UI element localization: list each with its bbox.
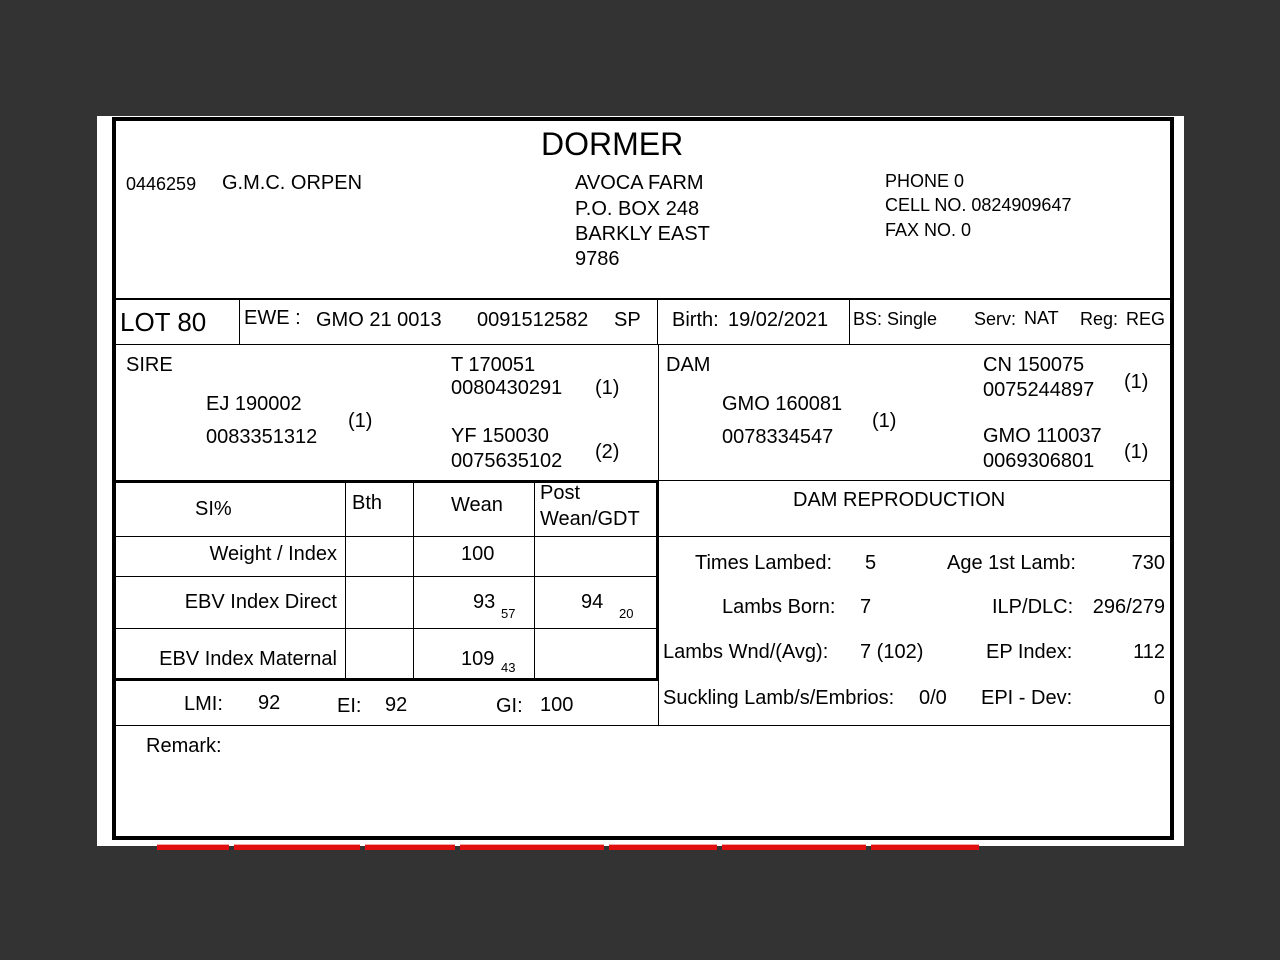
dam-id: GMO 160081 (722, 393, 843, 415)
sire-number: 0083351312 (206, 426, 318, 448)
lambs-weaned-label: Lambs Wnd/(Avg): (663, 641, 829, 663)
border-right (1170, 117, 1174, 838)
divider-birth (849, 299, 850, 344)
lambs-born-label: Lambs Born: (722, 596, 836, 618)
sire-dam-count: (2) (595, 441, 620, 463)
birth-label: Birth: (672, 309, 719, 331)
row-direct-post-sub: 20 (619, 606, 634, 621)
dam-dam-count: (1) (1124, 441, 1149, 463)
sire-dam-number: 0075635102 (451, 450, 563, 472)
pedigree-certificate (97, 116, 1184, 854)
times-lambed-value: 5 (865, 552, 877, 574)
sire-dam-id: YF 150030 (451, 425, 549, 447)
phone: PHONE 0 (885, 171, 965, 191)
lmi-label: LMI: (184, 693, 223, 715)
col-divider-2 (413, 482, 414, 680)
line-row-2 (114, 628, 658, 629)
ei-value: 92 (385, 694, 408, 716)
lmi-value: 92 (258, 692, 281, 714)
lot-number: LOT 80 (120, 307, 207, 337)
col-divider-1 (345, 482, 346, 680)
serv-value: NAT (1024, 308, 1059, 328)
age-first-lamb-label: Age 1st Lamb: (947, 552, 1076, 574)
age-first-lamb-value: 730 (1131, 552, 1165, 574)
line-animal-bottom (114, 344, 1172, 345)
col-divider-3 (534, 482, 535, 680)
times-lambed-label: Times Lambed: (695, 552, 833, 574)
epi-dev-value: 0 (1153, 687, 1165, 709)
row-label-maternal: EBV Index Maternal (159, 648, 337, 670)
breed-title: DORMER (541, 126, 684, 162)
ilp-dlc-label: ILP/DLC: (992, 596, 1074, 618)
line-header-bottom (114, 298, 1172, 300)
reg-label: Reg: (1080, 309, 1119, 329)
address-line-3: BARKLY EAST (575, 223, 710, 245)
reg-value: REG (1126, 309, 1166, 329)
remark-label: Remark: (146, 735, 222, 757)
row-weight-wean: 100 (461, 543, 495, 565)
ilp-dlc-value: 296/279 (1092, 596, 1165, 618)
ewe-number: 0091512582 (477, 309, 589, 331)
sire-id: EJ 190002 (206, 393, 302, 415)
divider-index-repro (658, 680, 659, 726)
gi-label: GI: (496, 695, 523, 717)
border-left (112, 117, 116, 838)
sire-sire-count: (1) (595, 377, 620, 399)
birth-date: 19/02/2021 (728, 309, 829, 331)
dam-dam-id: GMO 110037 (983, 425, 1102, 447)
address-line-1: AVOCA FARM (575, 172, 704, 194)
line-row-1 (114, 576, 658, 577)
line-perf-bottom (114, 678, 658, 681)
ewe-grade: SP (614, 309, 641, 331)
divider-sire-dam (658, 345, 659, 481)
sire-sire-number: 0080430291 (451, 377, 563, 399)
row-direct-wean-sub: 57 (501, 606, 516, 621)
row-direct-wean: 93 (473, 591, 496, 613)
line-repro-top (658, 480, 1172, 481)
suckling-value: 0/0 (919, 687, 947, 709)
row-direct-post: 94 (581, 591, 604, 613)
row-label-direct: EBV Index Direct (184, 591, 337, 613)
col-si-header: SI% (195, 498, 232, 520)
ep-index-value: 112 (1133, 641, 1165, 663)
cell-number: CELL NO. 0824909647 (885, 195, 1072, 215)
col-post-header-1: Post (540, 482, 581, 504)
lambs-weaned-value: 7 (102) (860, 641, 924, 663)
ewe-id: GMO 21 0013 (316, 309, 442, 331)
dam-sire-id: CN 150075 (983, 354, 1085, 376)
dam-sire-count: (1) (1124, 371, 1149, 393)
sire-sire-id: T 170051 (451, 354, 536, 376)
dam-dam-number: 0069306801 (983, 450, 1095, 472)
ep-index-label: EP Index: (986, 641, 1073, 663)
dam-count: (1) (872, 410, 897, 432)
col-divider-4 (656, 480, 659, 680)
address-line-2: P.O. BOX 248 (575, 198, 700, 220)
serv-label: Serv: (974, 309, 1017, 329)
fax-number: FAX NO. 0 (885, 220, 972, 240)
breeder-name: G.M.C. ORPEN (222, 172, 363, 194)
line-perf-header-bottom (114, 536, 1172, 537)
breeder-number: 0446259 (126, 174, 197, 194)
sire-count: (1) (348, 410, 373, 432)
suckling-label: Suckling Lamb/s/Embrios: (663, 687, 895, 709)
col-wean-header: Wean (451, 494, 503, 516)
col-bth-header: Bth (352, 492, 383, 514)
dam-reproduction-title: DAM REPRODUCTION (793, 489, 1006, 511)
birth-status: BS: Single (853, 309, 938, 329)
dam-number: 0078334547 (722, 426, 834, 448)
row-maternal-wean-sub: 43 (501, 660, 516, 675)
line-index-bottom (114, 725, 1172, 726)
ei-label: EI: (337, 695, 362, 717)
col-post-header-2: Wean/GDT (540, 508, 640, 530)
dam-sire-number: 0075244897 (983, 379, 1095, 401)
divider-lot (239, 299, 240, 344)
lambs-born-value: 7 (860, 596, 872, 618)
epi-dev-label: EPI - Dev: (981, 687, 1073, 709)
gi-value: 100 (540, 694, 574, 716)
footer-red-text-fragment: ▬▬▬▬ ▬▬▬▬▬▬▬ ▬▬▬▬▬ ▬▬▬▬▬▬▬▬ ▬▬▬▬▬▬ ▬▬▬▬▬▬▬▬ ▬▬▬▬▬▬ (157, 834, 980, 854)
dam-label: DAM (666, 354, 711, 376)
divider-ewe (657, 299, 658, 344)
address-line-4: 9786 (575, 248, 620, 270)
sire-label: SIRE (126, 354, 173, 376)
ewe-label: EWE : (244, 307, 301, 329)
row-label-weight: Weight / Index (209, 543, 337, 565)
border-top (112, 117, 1172, 121)
row-maternal-wean: 109 (461, 648, 495, 670)
